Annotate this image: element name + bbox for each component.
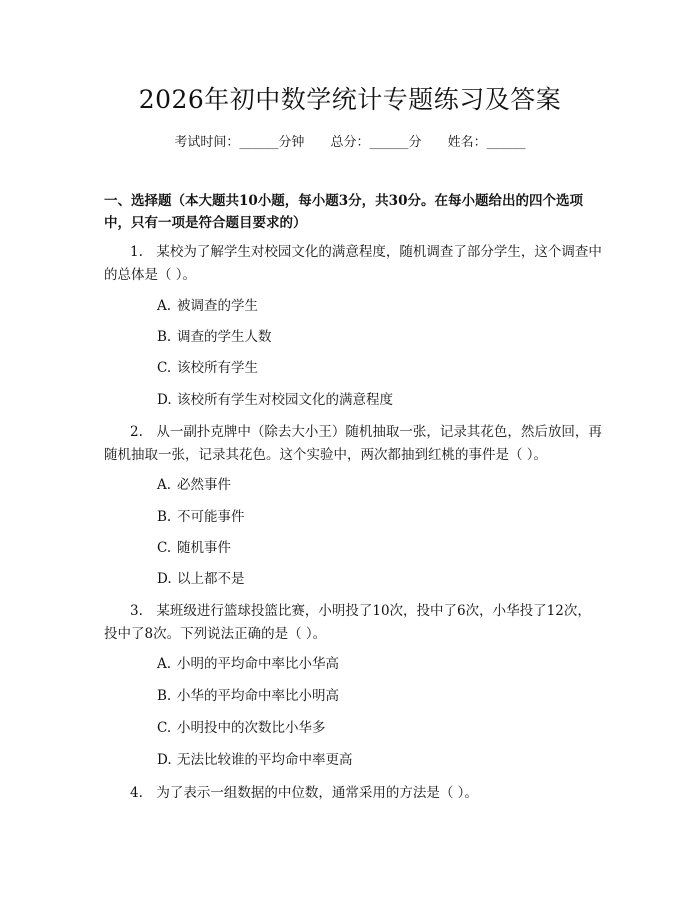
question-1-option-c (157, 358, 258, 378)
option-letter: C. (157, 720, 172, 736)
question-4: 4. 为了表示一组数据的中位数，通常采用的方法是（ ）。 (130, 785, 478, 801)
option-letter: B. (157, 509, 172, 525)
question-3-option-d (157, 750, 353, 770)
option-letter: B. (157, 688, 172, 704)
question-1-option-a (157, 296, 258, 316)
total-score-field: 总分：______分 (330, 135, 422, 150)
option-text: 调查的学生人数 (177, 329, 272, 345)
exam-meta (0, 131, 700, 150)
section-heading: 一、选择题（本大题共10小题，每小题3分，共30分。在每小题给出的四个选项中，只有一项是符合题目要求的） (104, 193, 583, 231)
option-letter: A. (157, 477, 172, 493)
question-1-option-b (157, 327, 272, 347)
page-title: 2026年初中数学统计专题练习及答案 (138, 85, 562, 114)
option-text: 被调查的学生 (177, 298, 258, 314)
option-text: 小华的平均命中率比小明高 (177, 688, 339, 704)
option-text: 该校所有学生对校园文化的满意程度 (177, 392, 393, 408)
question-2-option-b (157, 507, 245, 527)
option-text: 该校所有学生 (177, 360, 258, 376)
question-3-option-a (157, 654, 339, 674)
question-1-option-d (157, 390, 393, 410)
option-letter: D. (157, 392, 172, 408)
option-text: 必然事件 (177, 477, 231, 493)
option-text: 不可能事件 (177, 509, 245, 525)
student-name-field: 姓名：______ (447, 135, 526, 150)
option-letter: C. (157, 360, 172, 376)
option-text: 以上都不是 (177, 571, 245, 587)
option-letter: A. (157, 298, 172, 314)
question-3-option-b (157, 686, 339, 706)
option-letter: D. (157, 752, 172, 768)
exam-time-field: 考试时间：______分钟 (174, 135, 305, 150)
option-letter: D. (157, 571, 172, 587)
question-2: 2. 从一副扑克牌中（除去大小王）随机抽取一张，记录其花色，然后放回，再随机抽取一张，记录其花色。这个实验中，两次都抽到红桃的事件是（ ）。 (104, 424, 602, 463)
question-2-option-a (157, 475, 231, 495)
option-letter: A. (157, 656, 172, 672)
question-1: 1. 某校为了解学生对校园文化的满意程度，随机调查了部分学生，这个调查中的总体是（ ）。 (104, 244, 602, 283)
question-2-option-d (157, 569, 245, 589)
option-text: 小明投中的次数比小华多 (177, 720, 326, 736)
question-3-option-c (157, 718, 326, 738)
question-3: 3. 某班级进行篮球投篮比赛，小明投了10次，投中了6次，小华投了12次，投中了8次。下列说法正确的是（ ）。 (104, 603, 591, 642)
option-letter: C. (157, 540, 172, 556)
question-2-option-c (157, 538, 231, 558)
option-text: 随机事件 (177, 540, 231, 556)
option-letter: B. (157, 329, 172, 345)
option-text: 小明的平均命中率比小华高 (177, 656, 339, 672)
option-text: 无法比较谁的平均命中率更高 (177, 752, 353, 768)
